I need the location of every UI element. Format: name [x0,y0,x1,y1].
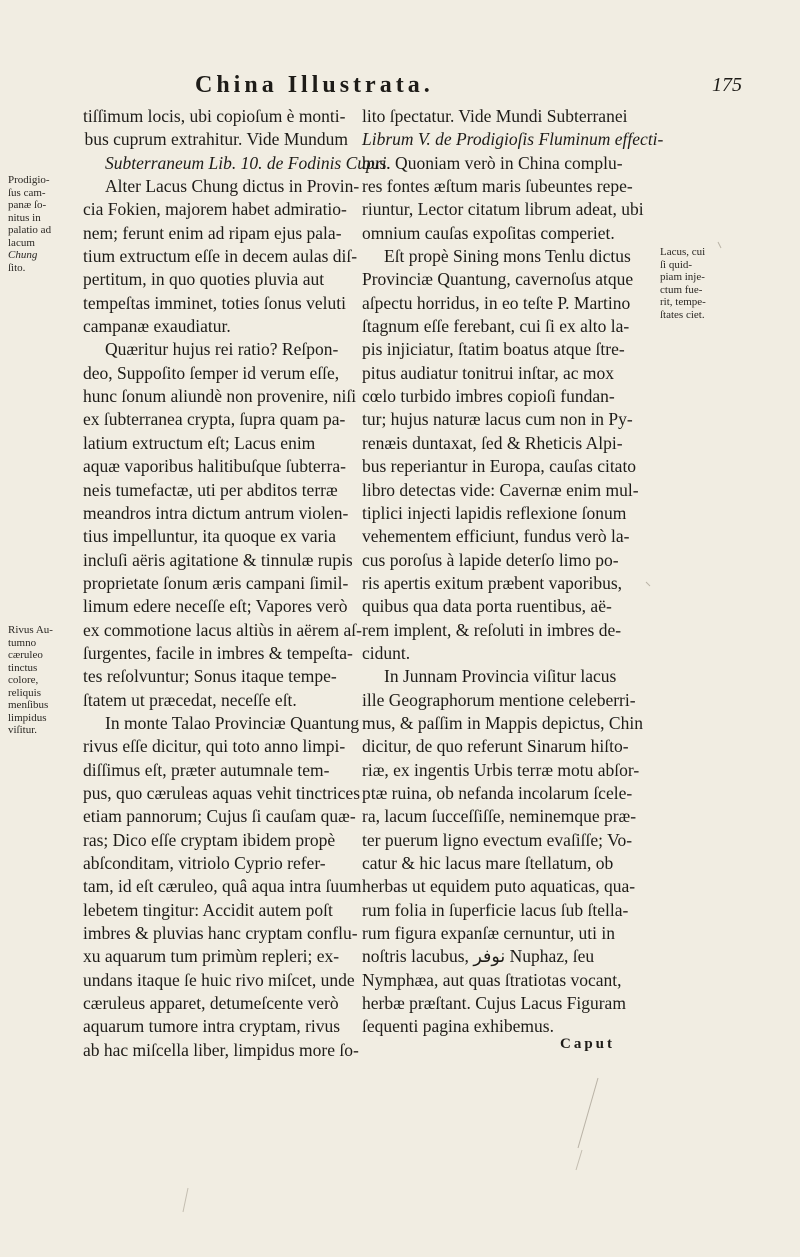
text-line: noſtris lacubus, نوفر Nuphaz, ſeu [362,946,595,967]
text-line: riæ, ex ingentis Urbis terræ motu abſor- [362,759,640,780]
text-line: rum folia in ſuperficie lacus ſub ſtella- [362,899,629,920]
catchword: Caput [560,1036,616,1052]
margin-note-line: ſus cam- [8,186,46,199]
text-line: imbres & pluvias hanc cryptam conflu- [83,923,358,944]
text-line: proprietate ſonum æris campani ſimil- [83,572,349,593]
text-line: Alter Lacus Chung dictus in Provin- [105,176,360,197]
text-line: campanæ exaudiatur. [83,316,231,337]
margin-note-line: nitus in [8,211,41,224]
text-line: ter puerum ligno evectum evaſiſſe; Vo- [362,829,633,850]
text-line: pitus audiatur tonitrui inſtar, ac mox [362,362,615,383]
text-line: rivus eſſe dicitur, qui toto anno limpi- [83,736,346,757]
text-line: aſpectu horridus, in eo teſte P. Martino [362,292,631,313]
text-line: incluſi aëris agitatione & tinnulæ rupis [83,549,353,570]
text-line: ex commotione lacus altiùs in aërem aſ- [83,619,362,640]
text-line: latium extructum eſt; Lacus enim [83,432,316,453]
text-line: cidunt. [362,642,411,663]
text-line: limum edere neceſſe eſt; Vapores verò [83,596,348,617]
text-line: cus poroſus à lapide deterſo limo po- [362,549,619,570]
margin-note-line: cæruleo [8,649,43,661]
margin-note-line: ctum fue- [660,283,703,296]
text-line: cia Fokien, majorem habet admiratio- [83,199,347,220]
text-line: bus cuprum extrahitur. Vide Mundum [84,129,348,150]
page-number: 175 [712,74,742,96]
text-line: ras; Dico eſſe cryptam ibidem propè [83,829,336,850]
right-text-column [362,105,664,1039]
margin-note-line: palatio ad [8,224,52,236]
text-line: aquarum tumore intra cryptam, rivus [83,1016,341,1037]
text-line: catur & hic lacus mare ſtellatum, ob [362,853,614,873]
text-line: neis tumefactæ, uti per abditos terræ [83,479,338,500]
text-line: Nymphæa, aut quas ſtratiotas vocant, [362,969,622,990]
text-line: pertitum, in quo quoties pluvia aut [83,269,325,290]
margin-note-line: Rivus Au- [8,624,53,636]
text-line: nem; ferunt enim ad ripam ejus pala- [83,222,342,243]
margin-note-line: lacum [8,236,35,249]
text-line: tiplici injecti lapidis reflexione ſonum [362,502,627,523]
text-line: dicitur, de quo referunt Sinarum hiſto- [362,736,629,757]
scratch-mark [183,1188,188,1212]
text-line: libro detectas vide: Cavernæ enim mul- [362,479,639,500]
text-line: cæruleus apparet, detumeſcente verò [83,993,339,1014]
text-line: Eſt propè Sining mons Tenlu dictus [384,246,631,267]
margin-note-rivus [8,624,53,737]
text-line: tur; hujus naturæ lacus cum non in Py- [362,409,633,430]
text-line: abſconditam, vitriolo Cyprio refer- [83,853,326,873]
text-line: ſurgentes, facile in imbres & tempeſta- [83,642,353,663]
margin-note-line: Prodigio- [8,174,50,186]
text-line: undans itaque ſe huic rivo miſcet, unde [83,969,355,990]
text-line: tes reſolvuntur; Sonus itaque tempe- [83,666,337,687]
text-line: ſequenti pagina exhibemus. [362,1016,554,1037]
margin-note-line: piam inje- [660,271,705,283]
margin-note-line: menſibus [8,699,49,711]
text-line: xu aquarum tum primùm repleri; ex- [83,946,340,967]
text-line: tium extructum eſſe in decem aulas diſ- [83,246,358,267]
margin-note-line: ſtates ciet. [660,308,705,321]
text-line: aquæ vaporibus halitibuſque ſubterra- [83,456,346,477]
text-line: tam, id eſt cæruleo, quâ aqua intra ſuum [83,876,362,897]
margin-note-line: limpidus [8,711,47,724]
text-line: Subterraneum Lib. 10. de Fodinis Cupri. [105,152,391,173]
margin-note-line: tumno [8,636,37,649]
text-line: mus, & paſſim in Mappis depictus, Chin [362,712,643,733]
text-line: etiam pannorum; Cujus ſi cauſam quæ- [83,806,356,827]
text-line: ex ſubterranea crypta, ſupra quam pa- [83,409,346,430]
text-line: ptæ ruina, ob nefanda incolarum ſcele- [362,782,633,803]
margin-note-lacus [660,246,706,321]
text-line: In monte Talao Provinciæ Quantung [105,712,360,733]
text-line: pis injiciatur, ſtatim boatus atque ſtre- [362,339,625,360]
text-line: cœlo turbido imbres copioſi fundan- [362,386,615,407]
text-line: vehementem efficiunt, fundus verò la- [362,526,630,547]
text-line: diſſimus eſt, præter autumnale tem- [83,759,330,780]
text-line: bus. Quoniam verò in China complu- [362,152,623,173]
margin-note-line: ſi quid- [660,258,693,271]
text-line: quibus qua data porta ruentibus, aë- [362,596,612,617]
margin-note-line: ſito. [8,261,26,274]
text-line: lito ſpectatur. Vide Mundi Subterranei [362,106,628,126]
text-line: herbas ut equidem puto aquaticas, qua- [362,876,636,897]
running-title: China Illustrata. [195,72,434,98]
margin-note-line: tinctus [8,661,38,674]
text-line: Provinciæ Quantung, cavernoſus atque [362,269,634,290]
margin-note-line: viſitur. [8,724,38,736]
scratch-mark [578,1078,598,1148]
text-line: tiſſimum locis, ubi copioſum è monti- [83,106,346,126]
text-line: omnium cauſas expoſitas comperiet. [362,222,615,243]
margin-note-line: Lacus, cui [660,246,706,258]
text-line: ris apertis exitum præbent vaporibus, [362,572,623,593]
margin-note-line: Chung [8,249,38,261]
text-line: rem implent, & reſoluti in imbres de- [362,619,622,640]
text-line: riuntur, Lector citatum librum adeat, ubi [362,199,644,220]
text-line: meandros intra dictum antrum violen- [83,502,349,523]
text-line: ra, lacum ſucceſſiſſe, neminemque præ- [362,806,637,827]
text-line: Librum V. de Prodigioſis Fluminum effecti- [362,129,664,150]
margin-note-line: colore, [8,674,39,686]
text-line: tempeſtas imminet, toties ſonus veluti [83,292,346,313]
margin-note-line: rit, tempe- [660,296,706,308]
text-line: ab hac miſcella liber, limpidus more ſo- [83,1039,359,1060]
text-line: lebetem tingitur: Accidit autem poſt [83,899,333,920]
text-line: rum figura expanſæ cernuntur, uti in [362,923,615,944]
text-line: renæis duntaxat, ſed & Rheticis Alpi- [362,432,623,453]
text-line: ſtatem ut præcedat, neceſſe eſt. [83,689,297,710]
text-line: ille Geographorum mentione celeberri- [362,689,636,710]
text-line: ſtagnum eſſe ferebant, cui ſi ex alto la- [362,316,630,337]
scratch-mark [718,242,721,248]
margin-note-line: panæ ſo- [8,199,47,211]
text-line: bus reperiantur in Europa, cauſas citato [362,456,637,477]
margin-note-line: reliquis [8,686,41,699]
text-line: Quæritur hujus rei ratio? Reſpon- [105,339,339,360]
text-line: deo, Suppoſito ſemper id verum eſſe, [83,362,340,383]
text-line: pus, quo cæruleas aquas vehit tinctrices [83,782,361,803]
text-line: tius impelluntur, ita quoque ex varia [83,526,336,547]
margin-note-prodigio [8,174,51,274]
text-line: In Junnam Provincia viſitur lacus [384,666,617,687]
text-line: herbæ præſtant. Cujus Lacus Figuram [362,993,626,1014]
scratch-mark [576,1150,582,1170]
text-line: res fontes æſtum maris ſubeuntes repe- [362,176,633,197]
text-line: hunc ſonum aliundè non provenire, niſi [83,386,357,407]
